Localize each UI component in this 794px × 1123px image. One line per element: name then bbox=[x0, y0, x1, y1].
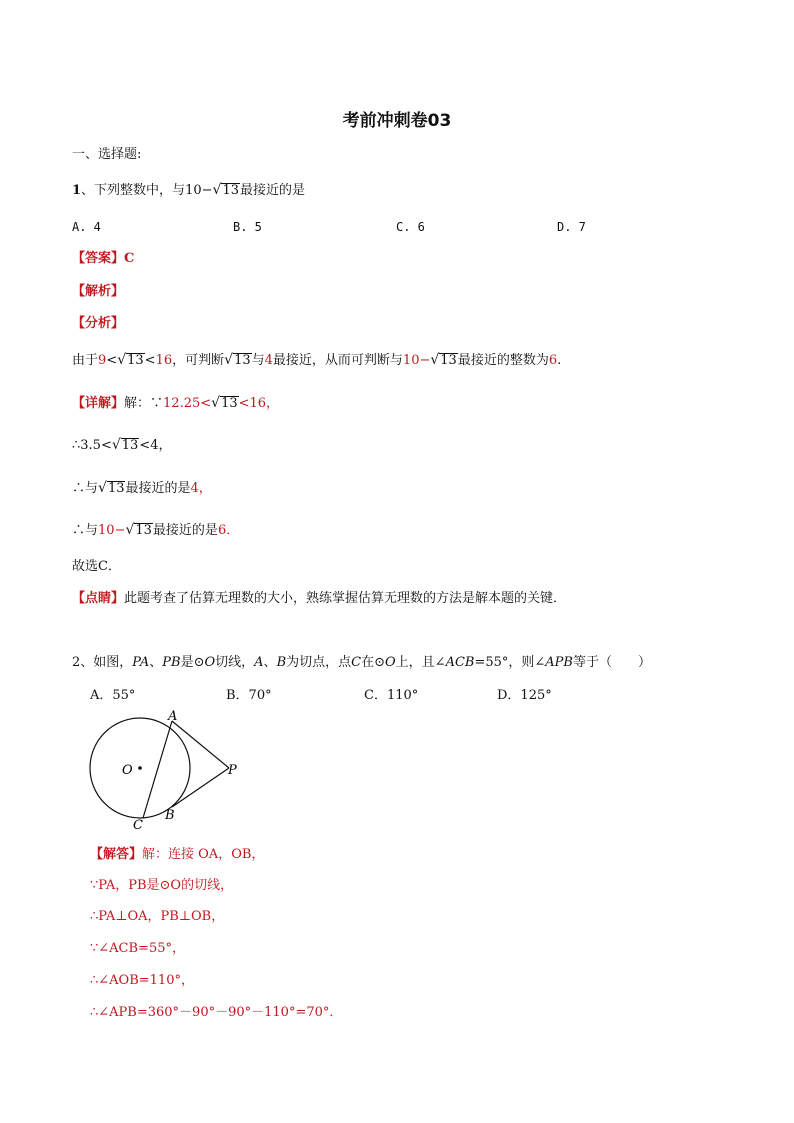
detail-tag: 【详解】 bbox=[72, 396, 125, 411]
q2-var: A bbox=[254, 655, 264, 670]
comment-tag: 【点睛】 bbox=[72, 591, 125, 606]
tangent-pa bbox=[172, 721, 229, 768]
q2-option-a: A．55° bbox=[90, 688, 136, 703]
detail-text: <4， bbox=[139, 438, 172, 453]
q1-number: 1 bbox=[72, 183, 82, 198]
q2-solution-1 bbox=[90, 846, 264, 864]
fenxi-tag: 【分析】 bbox=[72, 316, 125, 331]
detail-text: 4， bbox=[190, 481, 212, 496]
q2-text: 在⊙ bbox=[361, 655, 385, 670]
q2-option-b: B．70° bbox=[226, 688, 272, 703]
sqrt-icon: √ bbox=[211, 395, 221, 411]
q2-solution-5: ∴∠AOB=110°， bbox=[90, 973, 194, 988]
q2-var: O bbox=[204, 655, 216, 670]
solution-text: 解：连接 OA，OB， bbox=[142, 847, 265, 862]
q2-text: 切线， bbox=[215, 655, 255, 670]
analysis-number: 16 bbox=[155, 353, 173, 368]
analysis-text: ，可判断 bbox=[172, 353, 225, 368]
detail-text: <16， bbox=[238, 396, 280, 411]
q2-solution-4: ∵∠ACB=55°， bbox=[90, 941, 185, 956]
analysis-number: 10− bbox=[402, 353, 431, 368]
q2-var: O bbox=[385, 655, 396, 670]
q1-detail-2 bbox=[72, 436, 171, 455]
detail-text: 解：∵ bbox=[124, 396, 164, 411]
analysis-text: 由于 bbox=[72, 353, 99, 368]
label-b: B bbox=[165, 808, 175, 823]
q2-text: 上，且∠ bbox=[395, 655, 446, 670]
q1-option-a: A. 4 bbox=[72, 220, 101, 234]
label-a: A bbox=[168, 709, 178, 724]
q2-option-d: D．125° bbox=[497, 688, 552, 703]
tangent-pb bbox=[172, 768, 229, 807]
analysis-number: 6 bbox=[548, 353, 558, 368]
q1-conclusion: 故选C． bbox=[72, 559, 121, 574]
analysis-radicand: 13 bbox=[234, 353, 251, 368]
q2-text: =55°，则∠ bbox=[474, 655, 546, 670]
q1-answer bbox=[72, 250, 134, 268]
q2-stem bbox=[72, 654, 651, 672]
q2-var: ACB bbox=[445, 655, 475, 670]
q1-stem-suffix: 最接近的是 bbox=[239, 183, 305, 198]
q1-option-c: C. 6 bbox=[396, 220, 425, 234]
sqrt-icon: √ bbox=[212, 182, 222, 198]
jiexi-tag: 【解析】 bbox=[72, 284, 125, 299]
detail-text: 6． bbox=[217, 523, 240, 538]
label-c: C bbox=[133, 818, 143, 833]
q1-detail-3 bbox=[72, 479, 212, 498]
q1-analysis bbox=[72, 351, 561, 370]
analysis-radicand: 13 bbox=[127, 353, 144, 368]
q2-text: 、 bbox=[263, 655, 277, 670]
center-dot-icon bbox=[138, 766, 142, 770]
q1-stem-prefix: 、下列整数中，与 bbox=[81, 183, 186, 198]
detail-text: ∴与 bbox=[72, 523, 99, 538]
q2-text: 等于（ ） bbox=[573, 655, 652, 670]
analysis-text: . bbox=[557, 353, 562, 368]
detail-radicand: 13 bbox=[221, 396, 238, 411]
q1-stem bbox=[72, 181, 305, 200]
chord-ac bbox=[143, 721, 172, 818]
q2-var: C bbox=[351, 655, 362, 670]
analysis-text: 最接近的整数为 bbox=[457, 353, 549, 368]
q2-option-c: C．110° bbox=[364, 688, 419, 703]
detail-text: ∴与 bbox=[72, 481, 99, 496]
analysis-radicand: 13 bbox=[440, 353, 457, 368]
solution-tag: 【解答】 bbox=[90, 847, 143, 862]
q2-var: B bbox=[276, 655, 287, 670]
detail-text: 最接近的是 bbox=[125, 481, 191, 496]
q2-solution-3: ∴PA⊥OA，PB⊥OB， bbox=[90, 909, 225, 924]
q2-var: PB bbox=[162, 655, 181, 670]
q1-option-d: D. 7 bbox=[557, 220, 586, 234]
detail-radicand: 13 bbox=[135, 523, 152, 538]
comment-text: 此题考查了估算无理数的大小，熟练掌握估算无理数的方法是解本题的关键． bbox=[124, 591, 567, 606]
label-p: P bbox=[228, 763, 237, 778]
q2-solution-2: ∵PA，PB是⊙O的切线， bbox=[90, 878, 234, 893]
detail-text: 10− bbox=[98, 523, 126, 538]
detail-radicand: 13 bbox=[107, 481, 125, 496]
q1-expr-minus: − bbox=[201, 183, 213, 198]
answer-tag: 【答案】 bbox=[72, 251, 125, 266]
q2-var: APB bbox=[545, 655, 573, 670]
sqrt-icon: √ bbox=[98, 480, 107, 496]
detail-radicand: 13 bbox=[121, 438, 139, 453]
section-heading: 一、选择题: bbox=[72, 147, 142, 162]
q2-text: 为切点，点 bbox=[286, 655, 352, 670]
label-o: O bbox=[122, 763, 133, 778]
analysis-number: 4 bbox=[264, 353, 273, 368]
detail-text: ∴3.5< bbox=[72, 438, 112, 453]
sqrt-icon: √ bbox=[430, 352, 440, 368]
q1-radicand: 13 bbox=[222, 183, 239, 198]
sqrt-icon: √ bbox=[117, 352, 127, 368]
sqrt-icon: √ bbox=[125, 522, 135, 538]
q2-text: 、 bbox=[149, 655, 163, 670]
detail-text: 最接近的是 bbox=[152, 523, 218, 538]
analysis-lt: < bbox=[106, 353, 118, 368]
q2-var: PA bbox=[132, 655, 150, 670]
sqrt-icon: √ bbox=[111, 437, 121, 453]
q2-text: 2、如图， bbox=[72, 655, 133, 670]
q1-comment bbox=[72, 590, 566, 608]
sqrt-icon: √ bbox=[224, 352, 234, 368]
q2-solution-6: ∴∠APB=360°－90°－90°－110°=70°． bbox=[90, 1005, 343, 1020]
q1-detail-1 bbox=[72, 394, 279, 413]
q2-text: 是⊙ bbox=[180, 655, 205, 670]
q1-detail-4 bbox=[72, 521, 239, 540]
q1-option-b: B. 5 bbox=[233, 220, 262, 234]
q1-expr-a: 10 bbox=[185, 183, 202, 198]
analysis-number: 9 bbox=[98, 353, 107, 368]
analysis-lt: < bbox=[144, 353, 156, 368]
analysis-text: 与 bbox=[251, 353, 265, 368]
circle-tangent-figure bbox=[80, 706, 250, 836]
answer-value: C bbox=[124, 251, 135, 266]
detail-text: 12.25< bbox=[163, 396, 212, 411]
analysis-text: 最接近，从而可判断与 bbox=[272, 353, 403, 368]
page-title: 考前冲刺卷03 bbox=[342, 111, 452, 131]
